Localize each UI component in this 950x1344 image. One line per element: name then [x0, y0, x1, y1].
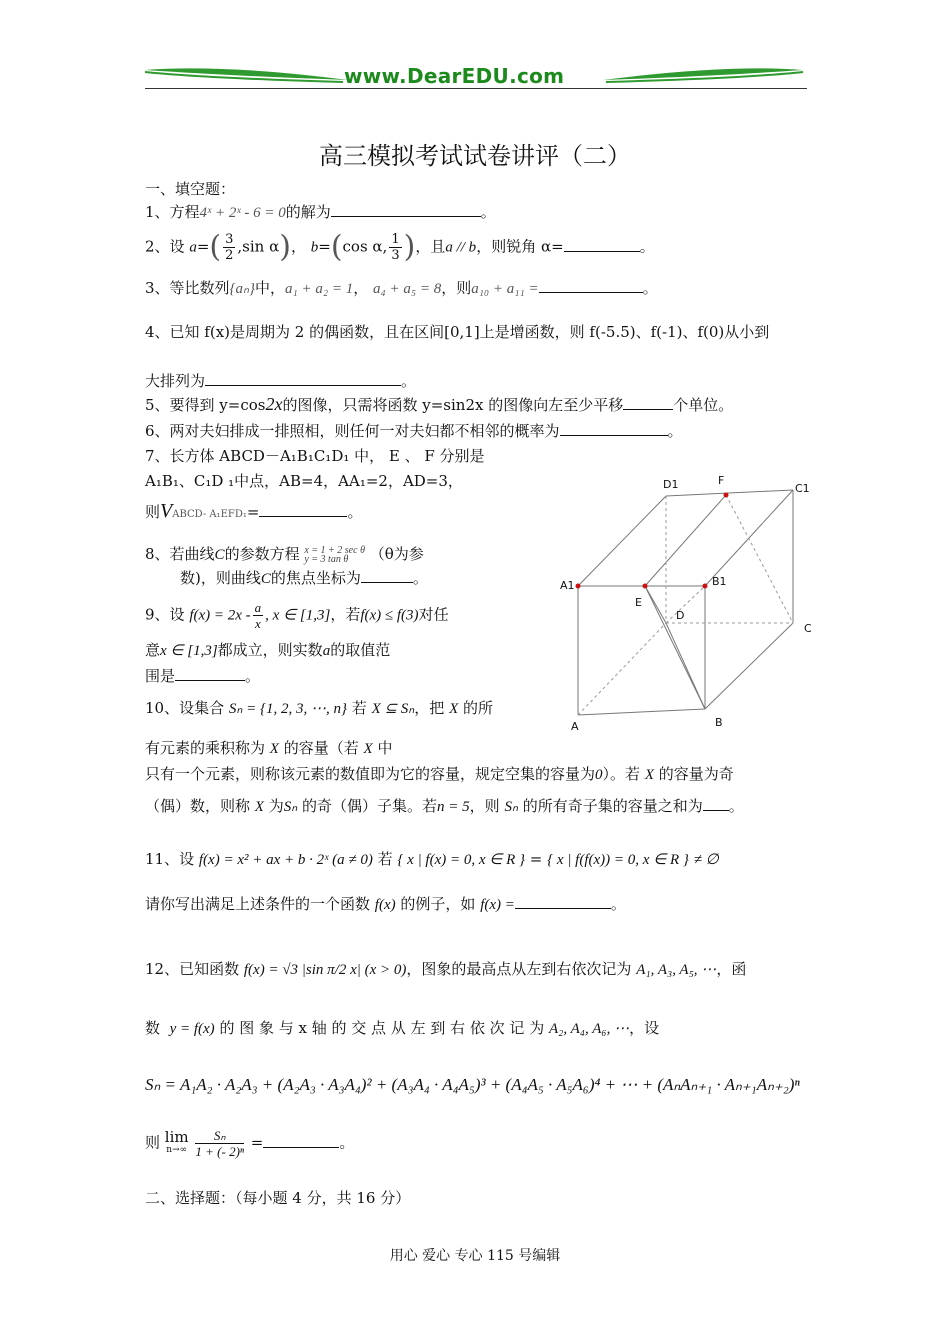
question-10-line1 [145, 697, 493, 720]
q2-fraction-1: $\frac{3}{2}$ [225, 232, 234, 263]
q9-function: f(x) = 2x - [189, 607, 251, 624]
q9-line2-expr: x ∈ [1,3] [160, 643, 218, 659]
q12-end: 。 [339, 1133, 355, 1152]
q10-line3c: 的容量为奇 [658, 765, 734, 783]
question-7-line2: A₁B₁、C₁D ₁中点，AB=4，AA₁=2，AD=3， [145, 472, 463, 490]
q11-eq: = [529, 850, 543, 868]
q8-parametric: x = 1 + 2 sec θ y = 3 tan θ [304, 545, 365, 565]
q7-volume: V [160, 500, 173, 522]
q10-line4b: 为 [268, 797, 284, 815]
q1-prefix: 1、方程 [145, 203, 200, 221]
q3-prefix: 3、等比数列 [145, 279, 230, 297]
q10-subset: X ⊆ Sₙ [371, 701, 415, 717]
q10-X-4: X [644, 767, 654, 783]
q4-line2-text: 大排列为 [145, 372, 206, 390]
question-2: 2、设 a=( $\frac{3}{2}$ ,sin α)， b=(cos α, $\frac{1}{3}$ )，且a // b，则锐角 α= 。 [145, 229, 655, 265]
q2-end: 。 [639, 237, 655, 256]
question-10-line2 [145, 737, 393, 760]
q12-limit-fraction: $\frac{\text{Sₙ}}{\text{1 + (- 2)ⁿ}}$ [195, 1128, 245, 1159]
q12-line2b: 的 图 象 与 x 轴 的 交 点 从 左 到 右 依 次 记 为 [219, 1019, 545, 1037]
q11-set1: { x | f(x) = 0, x ∈ R } [397, 852, 526, 868]
q4-answer-blank[interactable] [205, 370, 401, 386]
q12-limit: lim n→∞ [164, 1127, 189, 1155]
q3-mid1: 中， [255, 279, 286, 297]
q6-text: 6、两对夫妇排成一排照相，则任何一对夫妇都不相邻的概率为 [145, 422, 560, 440]
q9-line1-end: 对任 [418, 605, 449, 624]
label-D1: D1 [663, 478, 679, 491]
q9-prefix: 9、设 [145, 605, 185, 624]
question-9-line1 [145, 600, 449, 631]
q10-Sn: Sₙ [283, 799, 298, 815]
q8-curve-2: C [260, 571, 271, 587]
question-10-line3 [145, 763, 734, 786]
q8-suffix: （θ为参 [369, 545, 424, 563]
q10-line2a: 有元素的乘积称为 [145, 739, 266, 757]
cuboid-figure [555, 470, 825, 740]
q4-end: 。 [401, 372, 417, 390]
q7-answer-blank[interactable] [259, 501, 347, 517]
q5-end: 个单位。 [673, 396, 734, 414]
q3-eq1: a₁ + a₂ = 1 [285, 281, 354, 297]
q9-fraction: $\frac{a}{x}$ [254, 600, 262, 631]
q11-mid: 若 [377, 850, 393, 868]
q11-line2b: 的例子，如 [400, 895, 476, 913]
question-4-line1: 4、已知 f(x)是周期为 2 的偶函数，且在区间[0,1]上是增函数，则 f(-5.5)、f(-1)、f(0)从小到 [145, 323, 770, 341]
q12-prefix: 12、已知函数 [145, 960, 240, 978]
q2-vector-a: a [189, 239, 197, 256]
question-1 [145, 201, 496, 224]
q10-X-2: X [269, 741, 279, 757]
q12-answer-blank[interactable] [263, 1132, 339, 1148]
q10-line3a: 只有一个元素，则称该元素的数值即为它的容量，规定空集的容量为 [145, 765, 596, 783]
question-12-line1 [145, 958, 746, 981]
q1-suffix: 的解为 [285, 203, 331, 221]
q10-set: Sₙ = {1, 2, 3, ⋯, n} [228, 701, 347, 717]
q11-fx2: f(x) = [480, 897, 515, 913]
q3-mid2: ，则 [441, 279, 472, 297]
question-5 [145, 393, 733, 416]
q10-prefix: 10、设集合 [145, 699, 225, 717]
question-11-line1 [145, 848, 719, 871]
label-B1: B1 [712, 575, 727, 588]
q12-lim-eq: = [250, 1133, 264, 1152]
label-F: F [718, 474, 725, 487]
question-10-line4 [145, 795, 744, 818]
question-4-line2 [145, 370, 416, 392]
q2-answer-blank[interactable] [564, 236, 640, 252]
q9-domain: , x ∈ [1,3] [265, 607, 331, 624]
q12-even-points: A₂, A₄, A₆, ⋯ [549, 1021, 630, 1037]
q11-fx: f(x) [374, 897, 396, 913]
q12-line1-mid: ，图象的最高点从左到右依次记为 [406, 960, 632, 978]
q1-answer-blank[interactable] [331, 201, 481, 217]
q3-sequence: {aₙ} [229, 281, 256, 297]
q8-end: 。 [412, 569, 428, 587]
page-footer: 用心 爱心 专心 115 号编辑 [389, 1248, 561, 1264]
q8-line2-prefix: 数)，则曲线 [180, 569, 261, 587]
q10-end: 。 [728, 797, 744, 815]
q9-mid: ，若 [330, 605, 361, 624]
q10-zero: 0 [595, 767, 603, 783]
q7-line3-prefix: 则 [145, 503, 161, 521]
q9-condition: f(x) ≤ f(3) [360, 607, 419, 624]
q12-line1-end: ，函 [716, 960, 747, 978]
q10-n5: n = 5 [437, 799, 470, 815]
q11-end: 。 [610, 895, 626, 913]
q10-X-3: X [363, 741, 373, 757]
q2-parallel: a // b [445, 239, 477, 256]
q9-line3-text: 围是 [145, 667, 176, 685]
q7-volume-sub: ABCD- A₁EFD₁ [172, 509, 247, 520]
q10-line4c: 的奇（偶）子集。若 [302, 797, 438, 815]
q7-end: 。 [347, 503, 363, 521]
section-heading-choice: 二、选择题：（每小题 4 分，共 16 分） [145, 1189, 411, 1207]
q9-line2-end: 的取值范 [330, 641, 391, 659]
q9-line2-mid: 都成立，则实数 [217, 641, 323, 659]
q10-line4a: （偶）数，则称 [145, 797, 251, 815]
page-title: 高三模拟考试试卷讲评（二） [319, 142, 631, 170]
label-B: B [715, 716, 723, 729]
q8-mid: 的参数方程 [224, 545, 300, 563]
q11-neq: ≠ ∅ [693, 852, 719, 868]
q12-odd-points: A₁, A₃, A₅, ⋯ [636, 962, 717, 978]
q12-line2-eq: y = f(x) [169, 1021, 215, 1037]
q11-prefix: 11、设 [145, 850, 195, 868]
header-rule [145, 88, 807, 89]
q2-suffix: ，则锐角 α= [476, 237, 564, 256]
question-9-line2 [145, 639, 390, 662]
label-C1: C1 [795, 482, 810, 495]
q9-line2-prefix: 意 [145, 641, 161, 659]
q9-answer-blank[interactable] [175, 665, 245, 681]
q5-expr: 2x [265, 394, 283, 414]
question-8-line1 [145, 543, 424, 566]
q11-set2: { x | f(f(x)) = 0, x ∈ R } [547, 852, 689, 868]
q8-prefix: 8、若曲线 [145, 545, 215, 563]
q5-answer-blank[interactable] [623, 394, 673, 410]
q2-cos: cos α, [342, 237, 388, 256]
q3-answer-blank[interactable] [539, 277, 643, 293]
question-8-line2 [180, 567, 428, 590]
q10-line2c: 中 [377, 739, 393, 757]
q6-answer-blank[interactable] [560, 420, 668, 436]
q2-mid: ，且 [415, 237, 446, 256]
q5-prefix: 5、要得到 y=cos [145, 396, 266, 414]
q10-line1-end: 的所 [463, 699, 494, 717]
q12-sum-formula: Sₙ = A₁A₂ · A₂A₃ + (A₂A₃ · A₃A₄)² + (A₃A₄ · A₄A₅)³ + (A₄A₅ · A₅A₆)⁴ + ⋯ + (AₙAₙ₊₁ · Aₙ₊₁Aₙ₊₂)ⁿ [145, 1075, 800, 1094]
q11-answer-blank[interactable] [515, 893, 611, 909]
q10-Sn-2: Sₙ [504, 799, 518, 815]
q11-function: f(x) = x² + ax + b · 2ˣ (a ≠ 0) [198, 852, 373, 868]
q2-prefix: 2、设 [145, 237, 185, 256]
q1-equation: 4ˣ + 2ˣ - 6 = 0 [199, 205, 286, 221]
q3-eq3: a₁₀ + a₁₁ = [471, 281, 539, 297]
label-A1: A1 [560, 579, 575, 592]
q10-line3b: ）。若 [602, 765, 641, 783]
q12-function: f(x) = √3 |sin π/2 x| (x > 0) [243, 962, 407, 978]
q11-line2a: 请你写出满足上述条件的一个函数 [145, 895, 371, 913]
question-3: 3、等比数列{aₙ}中，a₁ + a₂ = 1， a₄ + a₅ = 8，则a₁₀ + a₁₁ = 。 [145, 279, 658, 297]
q2-vector-b: b [310, 239, 319, 256]
label-A: A [571, 720, 579, 733]
q9-var: a [322, 643, 331, 659]
q9-end: 。 [245, 667, 261, 685]
q10-mid1: 若 [351, 699, 367, 717]
q7-eq: = [246, 503, 260, 521]
q8-answer-blank[interactable] [361, 567, 413, 583]
q8-curve: C [214, 547, 225, 563]
section-heading-fill: 一、填空题： [145, 180, 236, 198]
q10-mid2: ，把 [414, 699, 445, 717]
figure-points [576, 493, 729, 589]
question-12-line2 [145, 1017, 805, 1040]
question-6 [145, 420, 683, 442]
q6-end: 。 [667, 422, 683, 440]
q2-sin: ,sin α [237, 237, 280, 256]
q12-line2a: 数 [145, 1019, 161, 1037]
q10-X: X [449, 701, 459, 717]
q10-X-5: X [254, 799, 264, 815]
q12-line2-end: ，设 [629, 1019, 660, 1037]
site-logo[interactable]: www.DearEDU.com [344, 64, 565, 88]
q2-fraction-2: $\frac{1}{3}$ [391, 232, 400, 263]
q5-suffix: 的图像，只需将函数 y=sin2x 的图像向左至少平移 [282, 396, 624, 414]
question-12-line4 [145, 1128, 354, 1159]
q10-line4e: 的所有奇子集的容量之和为 [522, 797, 703, 815]
q10-answer-blank[interactable] [703, 795, 729, 811]
question-7-line3 [145, 500, 363, 526]
label-E: E [635, 596, 642, 609]
question-9-line3 [145, 665, 260, 687]
question-7-line1: 7、长方体 ABCD－A₁B₁C₁D₁ 中， E 、 F 分别是 [145, 447, 485, 465]
q10-line4d: ，则 [469, 797, 500, 815]
label-D: D [676, 609, 685, 622]
header-swoosh-right [598, 62, 808, 86]
q3-end: 。 [642, 279, 658, 297]
q2-eq: = [196, 237, 210, 256]
label-C: C [804, 622, 812, 635]
q1-end: 。 [480, 203, 496, 221]
question-11-line2 [145, 893, 626, 916]
q8-line2-mid: 的焦点坐标为 [270, 569, 361, 587]
q10-line2b: 的容量（若 [283, 739, 359, 757]
q3-eq2: a₄ + a₅ = 8 [373, 281, 442, 297]
header-swoosh-left [143, 62, 353, 86]
q12-lim-prefix: 则 [145, 1133, 161, 1152]
